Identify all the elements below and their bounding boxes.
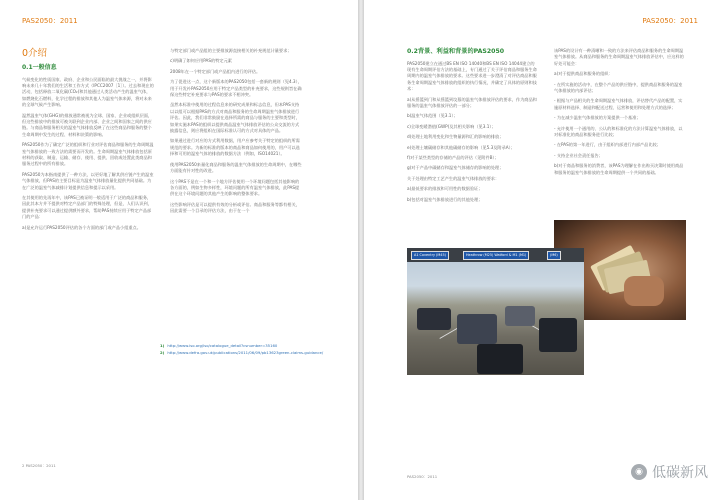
car-shape <box>505 306 535 326</box>
list-item: b)包括对温室气体排放进行的其他处理； <box>407 196 483 202</box>
paragraph: 气候变化的性质国家、政府、企业和公民面临的最大挑战之一，并将影响未来几十年我们的生活和工作方式（IPCC2007［1］）。过去和现在的活动，包括释放二氧化碳(CO₂)和其他通过人类活动产生的温室气体，如燃烧化石燃料，化学过程的排放和其他人为温室气体来源，将对未来的全球气候产生影响。 <box>22 76 154 108</box>
footnote-link[interactable]: http://www.defra.gov.uk/publications/2011/06/09/pb13623green-claims-guidance/ <box>167 350 324 356</box>
list-item: a)是允许运行PAS2050评估的各个方面的部门或产品小组重点。 <box>22 224 141 230</box>
watermark-text: 低碳新风 <box>652 465 708 481</box>
right-column-1 <box>407 48 537 207</box>
list-item: - 为在减少温室气体排放的方案提供一个基准； <box>554 115 641 121</box>
list-item: f)对于某些类型的存储的产品的评估（见附件B）； <box>407 154 499 160</box>
left-page <box>0 0 358 500</box>
left-column-2 <box>170 48 302 219</box>
right-page-footer: PAS2050：2011 <box>407 474 438 479</box>
paragraph: 2008年在一个特定部门或产品组内进行的评估。 <box>170 68 261 74</box>
car-shape <box>417 308 451 330</box>
left-page-footer: 2 PAS2050：2011 <box>22 463 56 468</box>
footnote <box>160 343 350 348</box>
right-page <box>364 0 720 500</box>
list-item: c)明确了如何应用PAS的特定元素 <box>170 58 232 64</box>
list-item: d)处理土地利用变化和生物量源和汇的影响的排放； <box>407 134 504 140</box>
list-item: c)全球变暖潜值(GWP)及其相关影响（见3.1）； <box>407 123 496 129</box>
list-item: a)从摇篮到门和从摇篮到坟墓的温室气体排放评估的要求，作为商品和服务的温室气体排放评估的一部分； <box>407 96 537 108</box>
left-running-head: PAS2050：2011 <box>22 17 78 25</box>
list-item: b)对于商品和服务的消费者，该PAS为理解在作出购买决策时使用商品和服务的温室气体排放的生命周期提供一个共同的基础。 <box>554 163 684 175</box>
footnotes <box>160 343 350 357</box>
paragraph: 与特定部门或产品组的主要排放源直接相关的补充规范计量要求； <box>170 48 292 53</box>
footnote-number: 2) <box>160 350 165 356</box>
paragraph: 虽然本标准中使用的过程信息来的研究成果和标志信息，但本PAS支持以以组可以根据PAS的方式对商品和服务的生命周期温室气体排放进行评估。因此，我们非常鼓励在选择所需的商品与服务的主要和类型时，如果实施本PAS的组织以提供商品温室气体排放评估的公众交流的方式披露信息，则应将组织在国际标准认可的方式对具体的产品。 <box>170 102 300 134</box>
car-shape <box>539 318 577 352</box>
footnote <box>160 350 350 355</box>
car-shape <box>457 314 497 344</box>
road-sign: Heathrow (M25) Watford & M1 (M1) <box>463 251 529 260</box>
car-shape <box>477 344 523 374</box>
section-heading: 0.2背景、利益和背景的PAS2050 <box>407 48 505 55</box>
section-subheading: 0.1一般信息 <box>22 64 57 71</box>
list-item: g)对于产品中碳储存和温室气体储存的影响的处理； <box>407 165 504 171</box>
list-item: - 支持企业社会责任报告； <box>554 152 603 158</box>
road-sign: (M6) <box>547 251 561 260</box>
paragraph: 这些影响评估是可以提供有效的分析或评估。商品和服务等都有相关，因此需要一个目录的评估方法，由于在一个 <box>170 201 300 214</box>
watermark <box>631 462 708 482</box>
footnote-link[interactable]: http://www.iso.org/iso/catalogue_detail?csnumber=35160 <box>167 343 278 348</box>
paragraph: 在其使用的先再年中，该PAS已被证明一般适用于广泛的商品和服务，因此其本方并不提供对特定产品部门的特殊处理，但是，人们认识到，提供补充要求可以通过提供额外要求，帮助PAS持续应用于特定产品部门的产品： <box>22 195 152 220</box>
road-sign: A1 Coventry (M45) <box>411 251 449 260</box>
paragraph: 温然温室气体(GHG)的排放通常被视为全球、国家、企业或组织层面，但这些排放中的排放可被关联到企业内部、企业之间和国家之间的供应链。与商品和服务相关的温室气体排放反映了在这些商品和服务的整个生命周期中发生的过程、材料和决策的影响。 <box>22 112 153 137</box>
list-item: a)最低要求的排放和可用性的数据验证； <box>407 186 483 192</box>
paragraph: PAS2050建立在通过BS EN ISO 14040和BS EN ISO 14044建立的现有生命周期评估方法的基础上，专门通过了关于评估商品和服务生命周期内的温室气体排放的要求。这些要求进一步澄清了对评估商品和服务生命周期温室气体排放的组织的执行情况，并确定了具体的原则和技术： <box>407 60 537 92</box>
list-item: e)处理土壤碳储存和其他碳储存的影响（见5.3及附录A）； <box>407 144 515 150</box>
paragraph: 为了促进这一点，这个新版本的PAS2050包括一套新的规则（见4.3），用于开发补PAS2050应用于特定产品类型的补充要求，这些规则旨在确保这些特定补充要求与PAS的要求不相冲突。 <box>170 79 302 98</box>
paragraph: 关于处理由特定工艺产生的温室气体排放的要求： <box>407 175 500 181</box>
list-item: a)对于提供商品和服务的组织： <box>554 71 613 77</box>
right-running-head: PAS2050：2011 <box>642 17 698 25</box>
right-column-2 <box>554 48 686 180</box>
wechat-icon: ◉ <box>631 464 647 480</box>
hand-shape <box>624 276 664 306</box>
footnote-number: 1) <box>160 343 165 348</box>
paragraph: 该PAS的设计有一种清晰和一致的方法来评估商品和服务的生命周期温室气体排放。从商品和服务的生命周期温室气体排放评估中，应这样的好处可能会： <box>554 48 684 66</box>
paragraph: 这个PAS不是在一个和一个地方评估使用一个环境问题包括其他影响的各方面的，例如生物多样性，环境问题的所有温室气体排放，此PAS提供在这个环境问题的其他产生的影响的整体要求。 <box>170 178 300 197</box>
motorway-photo <box>407 248 584 375</box>
paragraph: PAS2050作为了确定广泛的组织和行业对评估商品和服务的生命周期温室气体排放的一致方法的需要而开发的。生命周期温室气体排放包括原材料的获取、制造、运输、储存、使用、提供、回收或处置此类商品和服务过程中的所有排放。 <box>22 142 154 167</box>
left-column-1 <box>22 48 154 235</box>
list-item: - 在所实施的活动中，在整个产品的供应链中，提供商品和服务的温室气体排放的内部评估； <box>554 81 683 94</box>
list-item: - 在PAS的第一年进行，由于组织内部进行内部产品比较； <box>554 142 661 148</box>
section-heading: 0介绍 <box>22 48 48 59</box>
paragraph: PAS2050为本指南提供了一种方法，以更好地了解其供应链产生的温室气体排放，但PAS的主要目标是为温室气体排放量化提供共同基础。为在广泛的温室气体减排计划提供信息和提示以采用。 <box>22 171 154 190</box>
paragraph: 如果通过进行对应的方式利用数据，用户应参考关于特定的组织的所需规范的要求。为新的标准的版本的商品和商品如何使用的，用户可以选择和可用的温室气体的排放的数据方法（例如，ISO14021）。 <box>170 138 300 157</box>
list-item: b)温室气体范围（见3.1）； <box>407 113 458 119</box>
paragraph: 使用PAS2050来量化商品和服务的温室气体排放的生命周期中，在哪些方面能有针对性的改进。 <box>170 161 302 174</box>
list-item: - 允许使用一个通用的、公认的和标准化的方法计算温室气体排放，以对标准化的商品和服务进行比较； <box>554 125 683 138</box>
list-item: - 根据与产品相关的生命周期温室气体排放，评估替代产品的配置，实施原材料选择、制造和配送过程、运营和使用和处理方式的选择； <box>554 98 683 110</box>
